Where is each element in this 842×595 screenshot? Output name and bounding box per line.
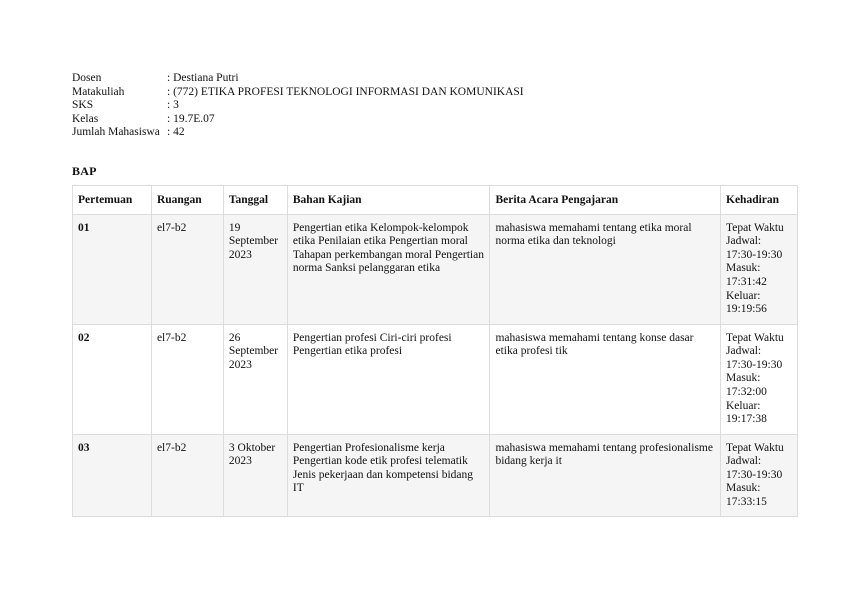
info-value: : (772) ETIKA PROFESI TEKNOLOGI INFORMASI DAN KOMUNIKASI [167,85,524,98]
column-header-ruangan: Ruangan [151,186,223,215]
check-in-label: Masuk: [726,262,761,275]
attendance-status: Tepat Waktu [726,331,784,344]
check-out-label: Keluar: [726,289,761,302]
table-row [73,434,798,516]
cell-pertemuan: 01 [73,214,152,324]
section-title: BAP [72,164,97,178]
check-in-label: Masuk: [726,372,761,385]
info-row-sks [72,99,524,113]
info-row-kelas [72,113,524,127]
cell-tanggal: 3 Oktober 2023 [223,434,287,516]
info-value: : 19.7E.07 [167,112,215,125]
attendance-status: Tepat Waktu [726,221,784,234]
cell-ruangan: el7-b2 [151,214,223,324]
schedule-value: 17:30-19:30 [726,248,783,261]
table-header-row [73,186,798,215]
column-header-berita-acara: Berita Acara Pengajaran [490,186,721,215]
check-in-label: Masuk: [726,482,761,495]
info-row-jumlah-mahasiswa [72,126,524,140]
cell-ruangan: el7-b2 [151,324,223,434]
table-row [73,324,798,434]
cell-kehadiran [721,324,798,434]
check-in-value: 17:32:00 [726,385,767,398]
cell-kehadiran [721,214,798,324]
schedule-label: Jadwal: [726,455,762,468]
course-info [72,72,524,140]
info-label: Kelas [72,112,99,125]
cell-berita-acara: mahasiswa memahami tentang profesionalisme bidang kerja it [490,434,721,516]
check-out-value: 19:19:56 [726,303,767,316]
schedule-value: 17:30-19:30 [726,358,783,371]
cell-tanggal: 26 September 2023 [223,324,287,434]
schedule-label: Jadwal: [726,235,762,248]
cell-berita-acara: mahasiswa memahami tentang etika moral norma etika dan teknologi [490,214,721,324]
cell-bahan-kajian: Pengertian Profesionalisme kerja Pengertian kode etik profesi telematik Jenis pekerjaan dan kompetensi bidang IT [287,434,490,516]
cell-pertemuan: 02 [73,324,152,434]
column-header-bahan-kajian: Bahan Kajian [287,186,490,215]
info-label: Matakuliah [72,85,125,98]
column-header-kehadiran: Kehadiran [721,186,798,215]
cell-bahan-kajian: Pengertian profesi Ciri-ciri profesi Pengertian etika profesi [287,324,490,434]
schedule-value: 17:30-19:30 [726,468,783,481]
info-label: Dosen [72,72,102,84]
info-value: : Destiana Putri [167,72,239,84]
cell-berita-acara: mahasiswa memahami tentang konse dasar etika profesi tik [490,324,721,434]
cell-pertemuan: 03 [73,434,152,516]
column-header-tanggal: Tanggal [223,186,287,215]
cell-bahan-kajian: Pengertian etika Kelompok-kelompok etika Penilaian etika Pengertian moral Tahapan perkembangan moral Pengertian norma Sanksi pelanggaran etika [287,214,490,324]
info-row-matakuliah [72,86,524,100]
info-row-dosen [72,72,524,86]
bap-table [72,185,798,517]
schedule-label: Jadwal: [726,345,762,358]
cell-kehadiran [721,434,798,516]
cell-tanggal: 19 September 2023 [223,214,287,324]
table-row [73,214,798,324]
info-label: Jumlah Mahasiswa [72,126,160,139]
check-out-value: 19:17:38 [726,413,767,426]
column-header-pertemuan: Pertemuan [73,186,152,215]
info-label: SKS [72,99,94,112]
attendance-status: Tepat Waktu [726,441,784,454]
check-in-value: 17:31:42 [726,275,767,288]
info-value: : 3 [167,99,179,112]
check-in-value: 17:33:15 [726,495,767,508]
info-value: : 42 [167,126,185,139]
check-out-label: Keluar: [726,399,761,412]
cell-ruangan: el7-b2 [151,434,223,516]
